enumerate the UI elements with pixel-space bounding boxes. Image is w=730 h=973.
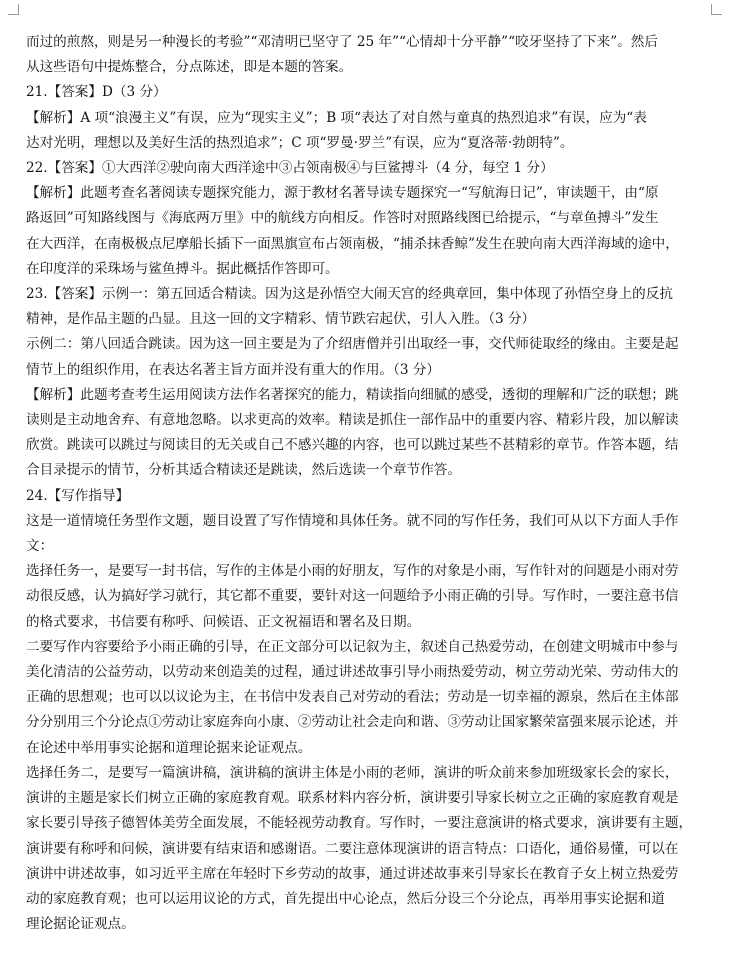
text-line: 【解析】A 项“浪漫主义”有误，应为“现实主义”；B 项“表达了对自然与童真的热烈追求”有误，应为“表 bbox=[26, 109, 647, 126]
text-line: 21.【答案】D（3 分） bbox=[26, 84, 167, 101]
text-line: 演讲中讲述故事，如习近平主席在年轻时下乡劳动的故事，通过讲述故事来引导家长在教育子女上树立热爱劳 bbox=[26, 865, 679, 882]
text-line: 动很反感，认为搞好学习就行，其它都不重要，要针对这一问题给予小雨正确的引导。写作时，一要注意书信 bbox=[26, 588, 679, 605]
text-line: 而过的煎熬，则是另一种漫长的考验”“邓清明已坚守了 25 年”“心情却十分平静”“咬牙坚持了下来”。然后 bbox=[26, 34, 658, 50]
page-corner-mark bbox=[8, 4, 19, 15]
text-line: 正确的思想观；也可以以议论为主，在书信中发表自己对劳动的看法；劳动是一切幸福的源泉，然后在主体部 bbox=[26, 689, 679, 706]
text-line: 情节上的组织作用，在表达名著主旨方面并没有重大的作用。（3 分） bbox=[26, 361, 440, 378]
text-line: 选择任务二，是要写一篇演讲稿，演讲稿的演讲主体是小雨的老师，演讲的听众前来参加班级家长会的家长， bbox=[26, 764, 679, 781]
text-line: 在大西洋，在南极极点尼摩船长插下一面黑旗宣布占领南极，“捕杀抹香鲸”发生在驶向南大西洋海域的途中， bbox=[26, 235, 679, 252]
text-line: 欣赏。跳读可以跳过与阅读目的无关或自己不感兴趣的内容，也可以跳过某些不甚精彩的章节。作答本题，结 bbox=[26, 437, 679, 454]
text-line: 23.【答案】示例一：第五回适合精读。因为这是孙悟空大闹天宫的经典章回，集中体现了孙悟空身上的反抗 bbox=[26, 286, 673, 303]
text-line: 演讲的主题是家长们树立正确的家庭教育观。联系材料内容分析，演讲要引导家长树立之正确的家庭教育观是 bbox=[26, 790, 679, 807]
answer-explanation-text bbox=[26, 30, 706, 937]
text-line: 【解析】此题考查名著阅读专题探究能力，源于教材名著导读专题探究一“写航海日记”，审读题干，由“原 bbox=[26, 185, 659, 202]
text-line: 在印度洋的采珠场与鲨鱼搏斗。据此概括作答即可。 bbox=[26, 260, 339, 277]
text-line: 24.【写作指导】 bbox=[26, 487, 130, 504]
text-line: 动的家庭教育观；也可以运用议论的方式，首先提出中心论点，然后分设三个分论点，再举用事实论据和道 bbox=[26, 890, 665, 907]
text-line: 演讲要有称呼和问候，演讲要有结束语和感谢语。二要注意体现演讲的语言特点：口语化，通俗易懂，可以在 bbox=[26, 840, 679, 857]
text-line: 【解析】此题考查考生运用阅读方法作名著探究的能力，精读指向细腻的感受，透彻的理解和广泛的联想；跳 bbox=[26, 386, 679, 403]
text-line: 22.【答案】①大西洋②驶向南大西洋途中③占领南极④与巨鲨搏斗（4 分，每空 1 分） bbox=[26, 160, 554, 177]
text-line: 文： bbox=[26, 538, 54, 555]
text-line: 这是一道情境任务型作文题，题目设置了写作情境和具体任务。就不同的写作任务，我们可从以下方面人手作 bbox=[26, 512, 679, 529]
text-line: 的格式要求，书信要有称呼、问候语、正文祝福语和署名及日期。 bbox=[26, 613, 421, 630]
page-corner-mark bbox=[711, 4, 722, 15]
text-line: 精神，是作品主题的凸显。且这一回的文字精彩、情节跌宕起伏，引人入胜。（3 分） bbox=[26, 311, 536, 328]
text-line: 在论述中举用事实论据和道理论据来论证观点。 bbox=[26, 739, 312, 756]
text-line: 分分别用三个分论点①劳动让家庭奔向小康、②劳动让社会走向和谐、③劳动让国家繁荣富强来展示论述，并 bbox=[26, 714, 679, 731]
text-line: 理论据论证观点。 bbox=[26, 916, 135, 933]
text-line: 示例二：第八回适合跳读。因为这一回主要是为了介绍唐僧并引出取经一事，交代师徒取经的缘由。主要是起 bbox=[26, 336, 679, 353]
text-line: 家长要引导孩子德智体美劳全面发展，不能轻视劳动教育。写作时，一要注意演讲的格式要求，演讲要有主题， bbox=[26, 815, 693, 832]
text-line: 合目录提示的情节，分析其适合精读还是跳读，然后选读一个章节作答。 bbox=[26, 462, 461, 479]
text-line: 选择任务一，是要写一封书信，写作的主体是小雨的好朋友，写作的对象是小雨，写作针对的问题是小雨对劳 bbox=[26, 563, 679, 580]
text-line: 达对光明，理想以及美好生活的热烈追求”；C 项“罗曼·罗兰”有误，应为“夏洛蒂·勃朗特”。 bbox=[26, 134, 574, 151]
text-line: 美化清洁的公益劳动，以劳动来创造美的过程，通过讲述故事引导小雨热爱劳动，树立劳动光荣、劳动伟大的 bbox=[26, 664, 679, 681]
text-line: 读则是主动地舍弃、有意地忽略。以求更高的效率。精读是抓住一部作品中的重要内容、精彩片段，加以解读 bbox=[26, 412, 679, 429]
text-line: 从这些语句中提炼整合，分点陈述，即是本题的答案。 bbox=[26, 59, 353, 76]
text-line: 二要写作内容要给予小雨正确的引导，在正文部分可以记叙为主，叙述自己热爱劳动，在创建文明城市中参与 bbox=[26, 638, 679, 655]
text-line: 路返回”可知路线图与《海底两万里》中的航线方向相反。作答时对照路线图已给提示，“与章鱼搏斗”发生 bbox=[26, 210, 659, 227]
